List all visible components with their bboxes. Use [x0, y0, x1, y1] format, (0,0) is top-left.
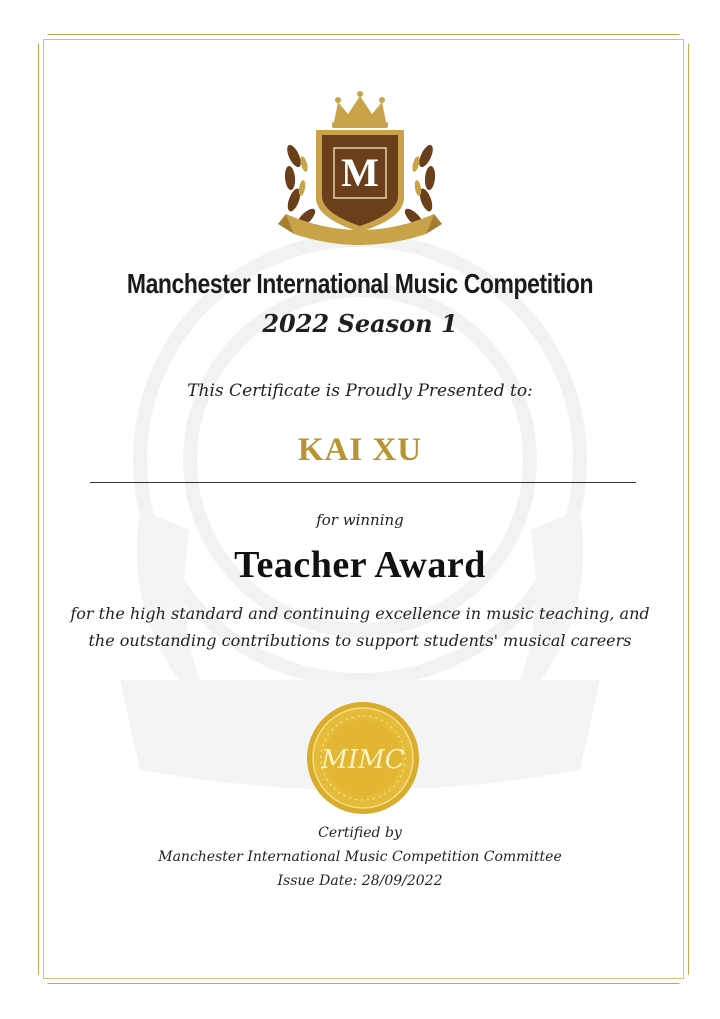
issue-date: Issue Date: 28/09/2022	[277, 873, 443, 889]
award-description-line-2: the outstanding contributions to support students' musical careers	[88, 631, 632, 650]
logo-letter: M	[341, 150, 379, 195]
recipient-name: KAI XU	[297, 432, 423, 468]
seal-text: MIMC	[321, 745, 405, 775]
season-title: 2022 Season 1	[262, 309, 458, 338]
recipient-underline	[90, 482, 636, 483]
certification-block	[0, 821, 720, 893]
for-winning-label: for winning	[316, 511, 404, 529]
gold-seal-icon	[305, 700, 421, 816]
award-description-line-1: for the high standard and continuing excellence in music teaching, and	[70, 604, 650, 623]
presented-to-label: This Certificate is Proudly Presented to:	[187, 381, 533, 401]
committee-name: Manchester International Music Competition Committee	[158, 849, 562, 865]
award-description	[0, 600, 720, 654]
certified-by-label: Certified by	[318, 825, 402, 841]
award-title: Teacher Award	[234, 544, 486, 586]
organization-name: Manchester International Music Competition	[126, 268, 594, 299]
crest-logo-icon	[276, 86, 444, 246]
